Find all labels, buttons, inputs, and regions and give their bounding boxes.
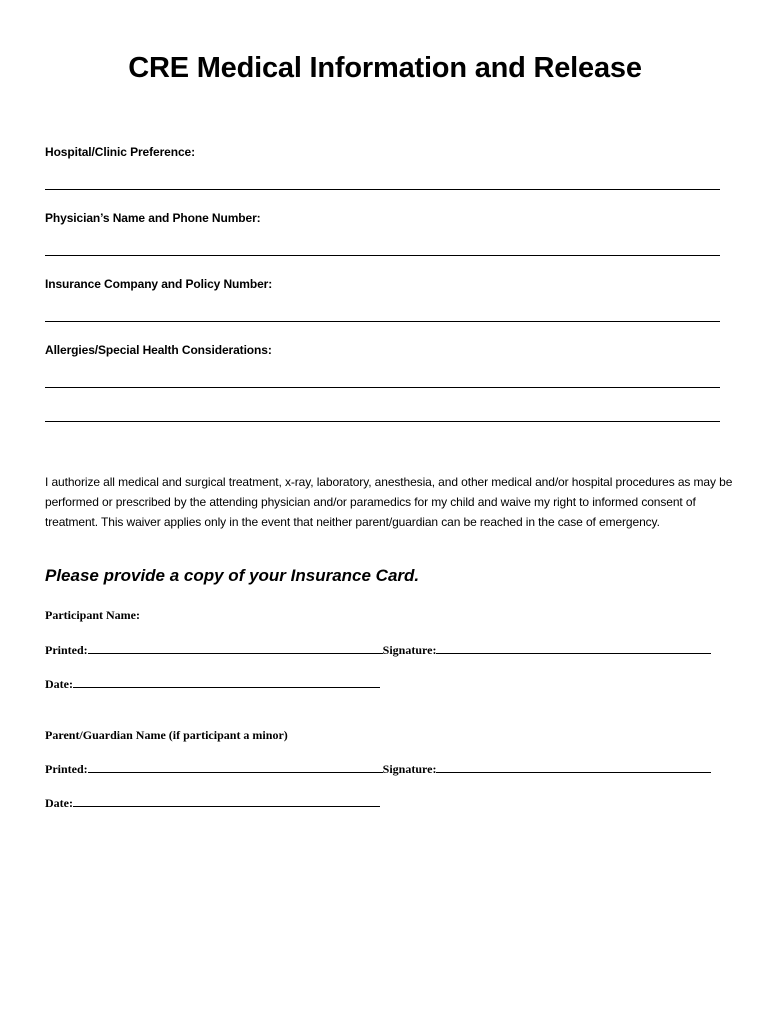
guardian-date-row: [45, 796, 380, 811]
participant-printed-label: Printed:: [45, 643, 88, 657]
participant-date-label: Date:: [45, 677, 73, 691]
allergies-line-2[interactable]: [45, 421, 720, 422]
hospital-line[interactable]: [45, 189, 720, 190]
guardian-printed-label: Printed:: [45, 762, 88, 776]
hospital-label: Hospital/Clinic Preference:: [45, 145, 196, 159]
guardian-date-label: Date:: [45, 796, 73, 810]
insurance-label: Insurance Company and Policy Number:: [45, 277, 273, 291]
guardian-printed-signature-row: [45, 762, 711, 777]
allergies-line-1[interactable]: [45, 387, 720, 388]
participant-date-line[interactable]: [73, 677, 380, 688]
participant-printed-line[interactable]: [88, 643, 383, 654]
insurance-line[interactable]: [45, 321, 720, 322]
participant-date-row: [45, 677, 380, 692]
guardian-heading: Parent/Guardian Name (if participant a minor): [45, 728, 288, 742]
insurance-card-note: Please provide a copy of your Insurance Card.: [45, 566, 420, 585]
participant-heading: Participant Name:: [45, 608, 140, 622]
physician-line[interactable]: [45, 255, 720, 256]
guardian-printed-line[interactable]: [88, 762, 383, 773]
participant-printed-signature-row: [45, 643, 711, 658]
participant-signature-label: Signature:: [382, 643, 437, 657]
guardian-signature-line[interactable]: [436, 762, 711, 773]
physician-label: Physician’s Name and Phone Number:: [45, 211, 261, 225]
guardian-signature-label: Signature:: [382, 762, 437, 776]
form-title: CRE Medical Information and Release: [128, 52, 642, 84]
authorization-paragraph: I authorize all medical and surgical treatment, x-ray, laboratory, anesthesia, and other medical and/or hospital procedures as may be performed or prescribed by the attending physician and/or paramedics for my child and waive my right to informed consent of treatment. This waiver applies only in the event that neither parent/guardian can be reached in the case of emergency.: [45, 475, 733, 529]
guardian-date-line[interactable]: [73, 796, 380, 807]
participant-signature-line[interactable]: [436, 643, 711, 654]
allergies-label: Allergies/Special Health Considerations:: [45, 343, 272, 357]
